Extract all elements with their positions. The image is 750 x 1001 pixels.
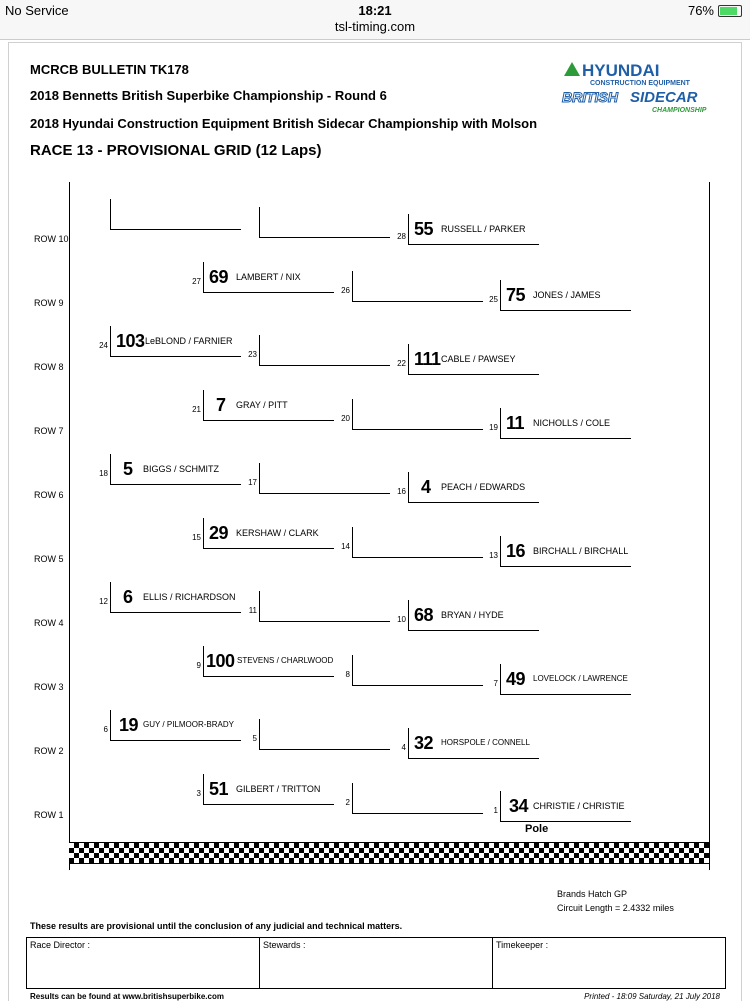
grid-slot <box>110 582 241 613</box>
rider-number: 51 <box>209 779 229 799</box>
row-label: ROW 9 <box>34 298 64 308</box>
rider-names: LAMBERT / NIX <box>236 272 301 282</box>
sidecar-title: 2018 Hyundai Construction Equipment British Sidecar Championship with Molson <box>30 116 538 131</box>
rider-names: KERSHAW / CLARK <box>236 528 319 538</box>
rider-names: JONES / JAMES <box>533 290 601 300</box>
rider-number: 29 <box>209 523 229 543</box>
printed-timestamp: Printed - 18:09 Saturday, 21 July 2018 <box>584 992 720 1001</box>
grid-slot <box>500 408 631 439</box>
provisional-notice: These results are provisional until the conclusion of any judicial and technical matters. <box>30 921 403 931</box>
rider-number: 100 <box>206 651 235 671</box>
grid-position: 2 <box>345 798 350 807</box>
row-label: ROW 2 <box>34 746 64 756</box>
grid-position: 26 <box>341 286 350 295</box>
rider-names: CHRISTIE / CHRISTIE <box>533 801 625 811</box>
rider-names: BIGGS / SCHMITZ <box>143 464 220 474</box>
battery-icon <box>718 5 742 17</box>
grid-slot-empty <box>110 199 241 230</box>
hyundai-sidecar-logo <box>560 58 730 120</box>
battery-indicator <box>688 3 742 18</box>
rider-number: 16 <box>506 541 526 561</box>
bulletin-number: MCRCB BULLETIN TK178 <box>30 62 189 77</box>
row-label: ROW 8 <box>34 362 64 372</box>
circuit-length: Circuit Length = 2.4332 miles <box>557 903 674 913</box>
rider-names: STEVENS / CHARLWOOD <box>237 656 334 665</box>
rider-names: GUY / PILMOOR-BRADY <box>143 720 234 729</box>
grid-position: 21 <box>192 405 201 414</box>
grid-position: 20 <box>341 414 350 423</box>
grid-slot <box>110 710 241 741</box>
address-bar[interactable]: tsl-timing.com <box>0 19 750 40</box>
row-label: ROW 6 <box>34 490 64 500</box>
grid-right-line <box>709 182 710 870</box>
grid-slot <box>500 280 631 311</box>
grid-position: 9 <box>196 661 201 670</box>
circuit-name: Brands Hatch GP <box>557 889 628 899</box>
grid-position: 25 <box>489 295 498 304</box>
rider-number: 103 <box>116 331 145 351</box>
row-label: ROW 10 <box>34 234 69 244</box>
rider-number: 111 <box>414 349 441 369</box>
clock: 18:21 <box>358 3 392 18</box>
grid-position: 22 <box>397 359 406 368</box>
grid-slot <box>203 646 334 677</box>
grid-position: 13 <box>489 551 498 560</box>
rider-names: LOVELOCK / LAWRENCE <box>533 674 628 683</box>
grid-position: 17 <box>248 478 257 487</box>
grid-position: 28 <box>397 232 406 241</box>
championship-title: 2018 Bennetts British Superbike Championship - Round 6 <box>30 88 387 103</box>
grid-slot-empty <box>352 655 483 686</box>
rider-number: 55 <box>414 219 434 239</box>
rider-number: 49 <box>506 669 526 689</box>
grid-position: 1 <box>493 806 498 815</box>
pole-label: Pole <box>525 823 549 835</box>
grid-slot <box>500 664 631 695</box>
rider-names: PEACH / EDWARDS <box>441 482 526 492</box>
grid-slot <box>408 472 539 503</box>
rider-names: BIRCHALL / BIRCHALL <box>533 546 629 556</box>
grid-position: 14 <box>341 542 350 551</box>
grid-slot <box>110 326 241 357</box>
grid-position: 18 <box>99 469 108 478</box>
grid-position: 7 <box>493 679 498 688</box>
grid-position: 15 <box>192 533 201 542</box>
row-label: ROW 3 <box>34 682 64 692</box>
grid-slot-empty <box>259 463 390 494</box>
race-director-field: Race Director : <box>27 938 260 988</box>
rider-number: 5 <box>123 459 133 479</box>
rider-number: 75 <box>506 285 526 305</box>
rider-number: 11 <box>506 413 525 433</box>
grid-position: 11 <box>248 606 257 615</box>
rider-names: LeBLOND / FARNIER <box>145 336 233 346</box>
row-label: ROW 7 <box>34 426 64 436</box>
battery-percent: 76% <box>687 3 714 18</box>
grid-position: 23 <box>248 350 257 359</box>
grid-position: 6 <box>103 725 108 734</box>
rider-number: 19 <box>119 715 139 735</box>
race-title: RACE 13 - PROVISIONAL GRID (12 Laps) <box>30 142 322 159</box>
row-label: ROW 5 <box>34 554 64 564</box>
rider-number: 69 <box>209 267 229 287</box>
rider-number: 7 <box>216 395 226 415</box>
results-link-text: Results can be found at www.britishsuperbike.com <box>30 992 224 1001</box>
row-label: ROW 4 <box>34 618 64 628</box>
rider-names: GILBERT / TRITTON <box>236 784 321 794</box>
grid-position: 24 <box>99 341 108 350</box>
rider-names: NICHOLLS / COLE <box>533 418 611 428</box>
grid-slot <box>110 454 241 485</box>
grid-slot-empty <box>259 335 390 366</box>
row-label: ROW 1 <box>34 810 64 820</box>
grid-position: 3 <box>196 789 201 798</box>
grid-slot-empty <box>259 207 390 238</box>
rider-names: ELLIS / RICHARDSON <box>143 592 236 602</box>
grid-slot <box>408 214 539 245</box>
grid-slot-empty <box>259 719 390 750</box>
grid-left-line <box>69 182 70 870</box>
grid-slot-pole <box>500 791 631 822</box>
grid-slot <box>408 728 539 759</box>
grid-slot-empty <box>352 783 483 814</box>
grid-slot-empty <box>352 527 483 558</box>
grid-position: 27 <box>192 277 201 286</box>
grid-position: 16 <box>397 487 406 496</box>
grid-slot <box>203 390 334 421</box>
grid-slot <box>203 262 334 293</box>
svg-text:CONSTRUCTION EQUIPMENT: CONSTRUCTION EQUIPMENT <box>590 80 690 87</box>
rider-number: 34 <box>509 796 529 816</box>
grid-position: 12 <box>99 597 108 606</box>
grid-position: 10 <box>397 615 406 624</box>
timekeeper-field: Timekeeper : <box>496 940 549 950</box>
signature-box <box>26 937 726 989</box>
start-finish-line <box>69 842 709 864</box>
stewards-field: Stewards : <box>260 938 493 988</box>
grid-position: 8 <box>345 670 350 679</box>
status-bar <box>0 0 750 20</box>
carrier-label: No Service <box>5 3 69 18</box>
grid-slot-empty <box>352 399 483 430</box>
grid-slot-empty <box>259 591 390 622</box>
svg-text:SIDECAR: SIDECAR <box>630 89 698 106</box>
rider-names: RUSSELL / PARKER <box>441 224 526 234</box>
grid-position: 5 <box>252 734 257 743</box>
grid-position: 4 <box>401 743 406 752</box>
svg-text:BRITISH: BRITISH <box>562 89 618 105</box>
grid-slot <box>408 600 539 631</box>
rider-number: 6 <box>123 587 133 607</box>
rider-number: 68 <box>414 605 434 625</box>
rider-names: BRYAN / HYDE <box>441 610 504 620</box>
svg-text:HYUNDAI: HYUNDAI <box>582 61 660 80</box>
grid-position: 19 <box>489 423 498 432</box>
rider-names: HORSPOLE / CONNELL <box>441 738 530 747</box>
rider-number: 32 <box>414 733 434 753</box>
grid-slot-empty <box>352 271 483 302</box>
grid-slot <box>500 536 631 567</box>
grid-slot <box>408 344 539 375</box>
grid-slot <box>203 518 334 549</box>
rider-number: 4 <box>421 477 431 497</box>
rider-names: GRAY / PITT <box>236 400 288 410</box>
grid-slot <box>203 774 334 805</box>
svg-text:CHAMPIONSHIP: CHAMPIONSHIP <box>652 107 707 114</box>
rider-names: CABLE / PAWSEY <box>441 354 516 364</box>
